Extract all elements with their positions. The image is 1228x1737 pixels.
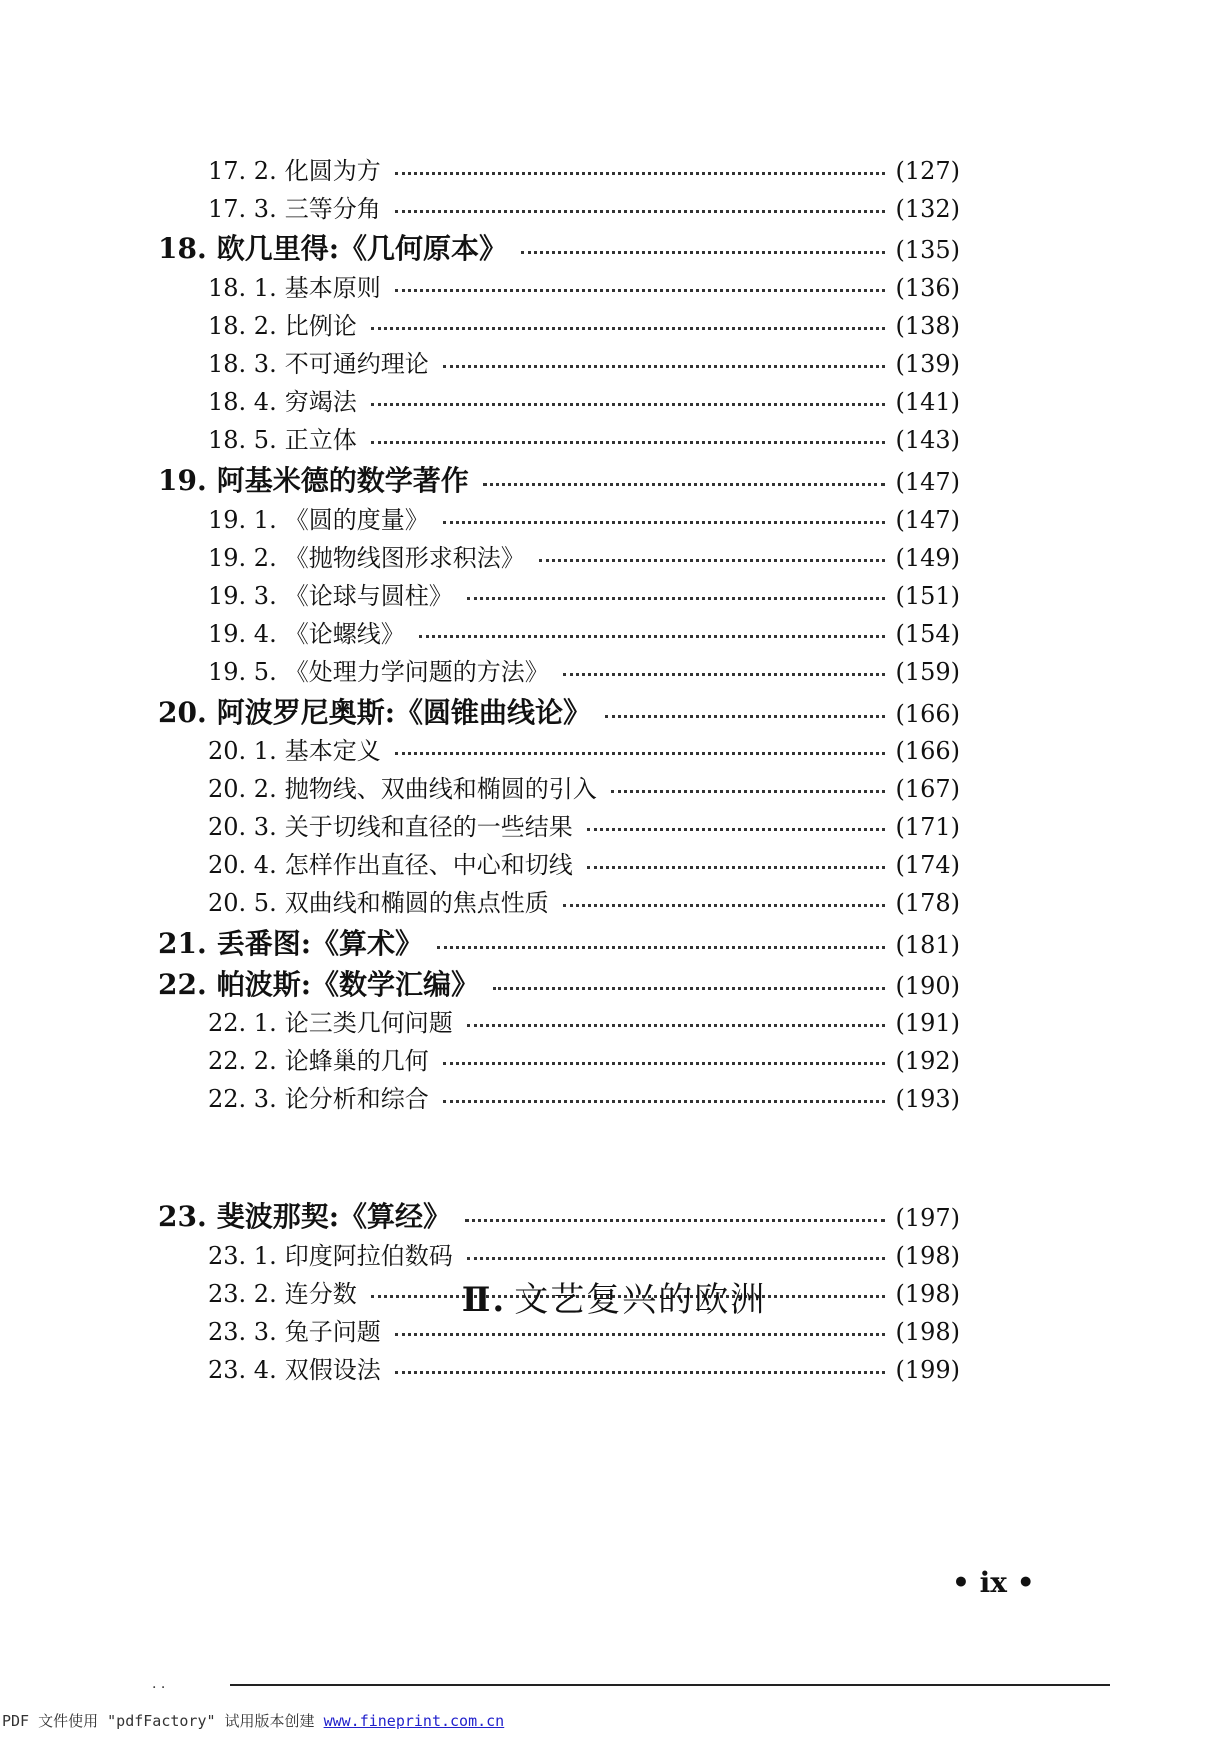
- toc-entry-page: (166): [895, 700, 960, 728]
- toc-entry-title: 比例论: [284, 312, 357, 340]
- dot-leader: [539, 557, 886, 562]
- toc-section-entry[interactable]: [208, 1317, 960, 1347]
- toc-chapter-entry[interactable]: [158, 234, 960, 265]
- toc-entry-title: 欧几里得:《几何原本》: [216, 232, 508, 265]
- toc-entry-title: 兔子问题: [284, 1318, 381, 1346]
- dot-leader: [587, 864, 886, 869]
- toc-section-entry[interactable]: [208, 619, 960, 649]
- toc-section-entry[interactable]: [208, 425, 960, 455]
- toc-entry-number: 19.: [158, 464, 207, 497]
- dot-leader: [371, 439, 886, 444]
- toc-entry-title: 基本原则: [284, 274, 381, 302]
- scan-artifact: · ·: [152, 1680, 166, 1696]
- toc-entry-title: 关于切线和直径的一些结果: [284, 813, 573, 841]
- toc-section-entry[interactable]: [208, 505, 960, 535]
- toc-entry-number: 19. 2.: [208, 544, 277, 572]
- toc-entry-title: 印度阿拉伯数码: [284, 1242, 453, 1270]
- toc-entry-number: 20. 1.: [208, 737, 277, 765]
- dot-leader: [563, 671, 886, 676]
- dot-leader: [521, 249, 885, 254]
- toc-section-entry[interactable]: [208, 774, 960, 804]
- toc-entry-page: (151): [895, 582, 960, 610]
- dot-leader: [371, 401, 886, 406]
- toc-entry-number: 19. 3.: [208, 582, 277, 610]
- toc-entry-title: 丢番图:《算术》: [216, 927, 424, 960]
- toc-entry-page: (198): [895, 1280, 960, 1308]
- toc-entry-page: (181): [895, 931, 960, 959]
- dot-leader: [465, 1217, 885, 1222]
- toc-entry-number: 20.: [158, 696, 207, 729]
- toc-entry-number: 18. 1.: [208, 274, 277, 302]
- toc-section-entry[interactable]: [208, 1008, 960, 1038]
- toc-entry-title: 基本定义: [284, 737, 381, 765]
- toc-entry-number: 20. 3.: [208, 813, 277, 841]
- toc-section-entry[interactable]: [208, 812, 960, 842]
- toc-entry-title: 正立体: [284, 426, 357, 454]
- footer-link[interactable]: www.fineprint.com.cn: [323, 1712, 505, 1730]
- toc-section-entry[interactable]: [208, 581, 960, 611]
- toc-entry-number: 18. 3.: [208, 350, 277, 378]
- toc-entry-page: (197): [895, 1204, 960, 1232]
- toc-chapter-entry[interactable]: [158, 929, 960, 960]
- dot-leader: [443, 1098, 886, 1103]
- toc-entry-title: 《处理力学问题的方法》: [284, 658, 549, 686]
- toc-section-entry[interactable]: [208, 888, 960, 918]
- toc-section-entry[interactable]: [208, 1241, 960, 1271]
- toc-entry-number: 20. 5.: [208, 889, 277, 917]
- dot-leader: [467, 1255, 886, 1260]
- dot-leader: [467, 1022, 886, 1027]
- toc-entry-number: 22. 3.: [208, 1085, 277, 1113]
- toc-entry-page: (191): [895, 1009, 960, 1037]
- toc-entry-page: (167): [895, 775, 960, 803]
- toc-entry-page: (139): [895, 350, 960, 378]
- toc-entry-page: (141): [895, 388, 960, 416]
- toc-entry-number: 19. 1.: [208, 506, 277, 534]
- part-roman-numeral: Ⅱ.: [461, 1280, 507, 1320]
- toc-entry-number: 17. 3.: [208, 195, 277, 223]
- toc-entry-page: (147): [895, 506, 960, 534]
- toc-entry-title: 穷竭法: [284, 388, 357, 416]
- toc-entry-number: 23. 3.: [208, 1318, 277, 1346]
- toc-section-entry[interactable]: [208, 349, 960, 379]
- toc-entry-number: 17. 2.: [208, 157, 277, 185]
- toc-entry-page: (198): [895, 1318, 960, 1346]
- toc-entry-number: 18. 5.: [208, 426, 277, 454]
- toc-entry-number: 19. 5.: [208, 658, 277, 686]
- toc-entry-number: 23. 1.: [208, 1242, 277, 1270]
- toc-entry-page: (159): [895, 658, 960, 686]
- toc-section-entry[interactable]: [208, 1355, 960, 1385]
- dot-leader: [395, 1331, 886, 1336]
- toc-entry-title: 怎样作出直径、中心和切线: [284, 851, 573, 879]
- toc-entry-title: 连分数: [284, 1280, 357, 1308]
- toc-entry-title: 《圆的度量》: [284, 506, 429, 534]
- toc-entry-page: (198): [895, 1242, 960, 1270]
- dot-leader: [467, 595, 886, 600]
- toc-entry-page: (135): [895, 236, 960, 264]
- toc-section-entry[interactable]: [208, 156, 960, 186]
- toc-entry-page: (136): [895, 274, 960, 302]
- dot-leader: [395, 287, 886, 292]
- toc-entry-page: (143): [895, 426, 960, 454]
- toc-chapter-entry[interactable]: [158, 970, 960, 1001]
- toc-entry-number: 23. 4.: [208, 1356, 277, 1384]
- toc-entry-number: 18.: [158, 232, 207, 265]
- toc-entry-title: 双曲线和椭圆的焦点性质: [284, 889, 549, 917]
- toc-entry-page: (193): [895, 1085, 960, 1113]
- toc-entry-title: 论分析和综合: [284, 1085, 429, 1113]
- toc-entry-title: 《抛物线图形求积法》: [284, 544, 525, 572]
- toc-section-entry[interactable]: [208, 850, 960, 880]
- toc-section-entry[interactable]: [208, 736, 960, 766]
- toc-entry-title: 斐波那契:《算经》: [216, 1200, 452, 1233]
- toc-section-entry[interactable]: [208, 273, 960, 303]
- toc-entry-page: (178): [895, 889, 960, 917]
- toc-entry-page: (149): [895, 544, 960, 572]
- toc-entry-page: (199): [895, 1356, 960, 1384]
- dot-leader: [611, 788, 886, 793]
- dot-leader: [563, 902, 886, 907]
- toc-entry-page: (174): [895, 851, 960, 879]
- toc-entry-page: (166): [895, 737, 960, 765]
- toc-entry-page: (147): [895, 468, 960, 496]
- dot-leader: [395, 170, 886, 175]
- toc-entry-page: (190): [895, 972, 960, 1000]
- toc-entry-number: 22. 2.: [208, 1047, 277, 1075]
- toc-entry-number: 23.: [158, 1200, 207, 1233]
- toc-entry-page: (138): [895, 312, 960, 340]
- dot-leader: [483, 481, 886, 486]
- toc-entry-title: 不可通约理论: [284, 350, 429, 378]
- dot-leader: [419, 633, 886, 638]
- dot-leader: [437, 944, 885, 949]
- toc-entry-title: 《论螺线》: [284, 620, 405, 648]
- toc-entry-number: 20. 4.: [208, 851, 277, 879]
- dot-leader: [443, 519, 886, 524]
- toc-entry-title: 化圆为方: [284, 157, 381, 185]
- dot-leader: [605, 713, 885, 718]
- toc-chapter-entry[interactable]: [158, 1202, 960, 1233]
- toc-section-entry[interactable]: [208, 1046, 960, 1076]
- dot-leader: [395, 1369, 886, 1374]
- toc-entry-title: 《论球与圆柱》: [284, 582, 453, 610]
- part-heading: [0, 1272, 1228, 1321]
- footer-text: PDF 文件使用 "pdfFactory" 试用版本创建: [2, 1712, 315, 1730]
- toc-entry-number: 23. 2.: [208, 1280, 277, 1308]
- bottom-rule: [230, 1684, 1110, 1686]
- toc-entry-number: 20. 2.: [208, 775, 277, 803]
- dot-leader: [395, 750, 886, 755]
- toc-entry-title: 论三类几何问题: [284, 1009, 453, 1037]
- toc-section-entry[interactable]: [208, 311, 960, 341]
- toc-entry-page: (127): [895, 157, 960, 185]
- toc-entry-title: 抛物线、双曲线和椭圆的引入: [284, 775, 597, 803]
- part-title: 文艺复兴的欧洲: [514, 1280, 767, 1320]
- dot-leader: [493, 985, 885, 990]
- toc-entry-title: 阿基米德的数学著作: [216, 464, 469, 497]
- dot-leader: [587, 826, 886, 831]
- page-number: • ix •: [952, 1566, 1035, 1599]
- dot-leader: [395, 208, 886, 213]
- dot-leader: [443, 363, 886, 368]
- toc-section-entry[interactable]: [208, 543, 960, 573]
- toc-entry-page: (132): [895, 195, 960, 223]
- toc-chapter-entry[interactable]: [158, 466, 960, 497]
- toc-entry-title: 论蜂巢的几何: [284, 1047, 429, 1075]
- toc-section-entry[interactable]: [208, 657, 960, 687]
- toc-section-entry[interactable]: [208, 194, 960, 224]
- toc-entry-number: 22.: [158, 968, 207, 1001]
- toc-entry-page: (154): [895, 620, 960, 648]
- toc-entry-number: 19. 4.: [208, 620, 277, 648]
- toc-entry-title: 三等分角: [284, 195, 381, 223]
- toc-entry-page: (171): [895, 813, 960, 841]
- toc-entry-number: 18. 2.: [208, 312, 277, 340]
- dot-leader: [443, 1060, 886, 1065]
- toc-entry-title: 双假设法: [284, 1356, 381, 1384]
- toc-section-entry[interactable]: [208, 387, 960, 417]
- toc-entry-number: 22. 1.: [208, 1009, 277, 1037]
- toc-entry-number: 18. 4.: [208, 388, 277, 416]
- toc-section-entry[interactable]: [208, 1084, 960, 1114]
- toc-entry-title: 阿波罗尼奥斯:《圆锥曲线论》: [216, 696, 592, 729]
- toc-chapter-entry[interactable]: [158, 698, 960, 729]
- toc-entry-number: 21.: [158, 927, 207, 960]
- pdf-footer: [2, 1710, 504, 1731]
- toc-entry-page: (192): [895, 1047, 960, 1075]
- dot-leader: [371, 325, 886, 330]
- toc-entry-title: 帕波斯:《数学汇编》: [216, 968, 480, 1001]
